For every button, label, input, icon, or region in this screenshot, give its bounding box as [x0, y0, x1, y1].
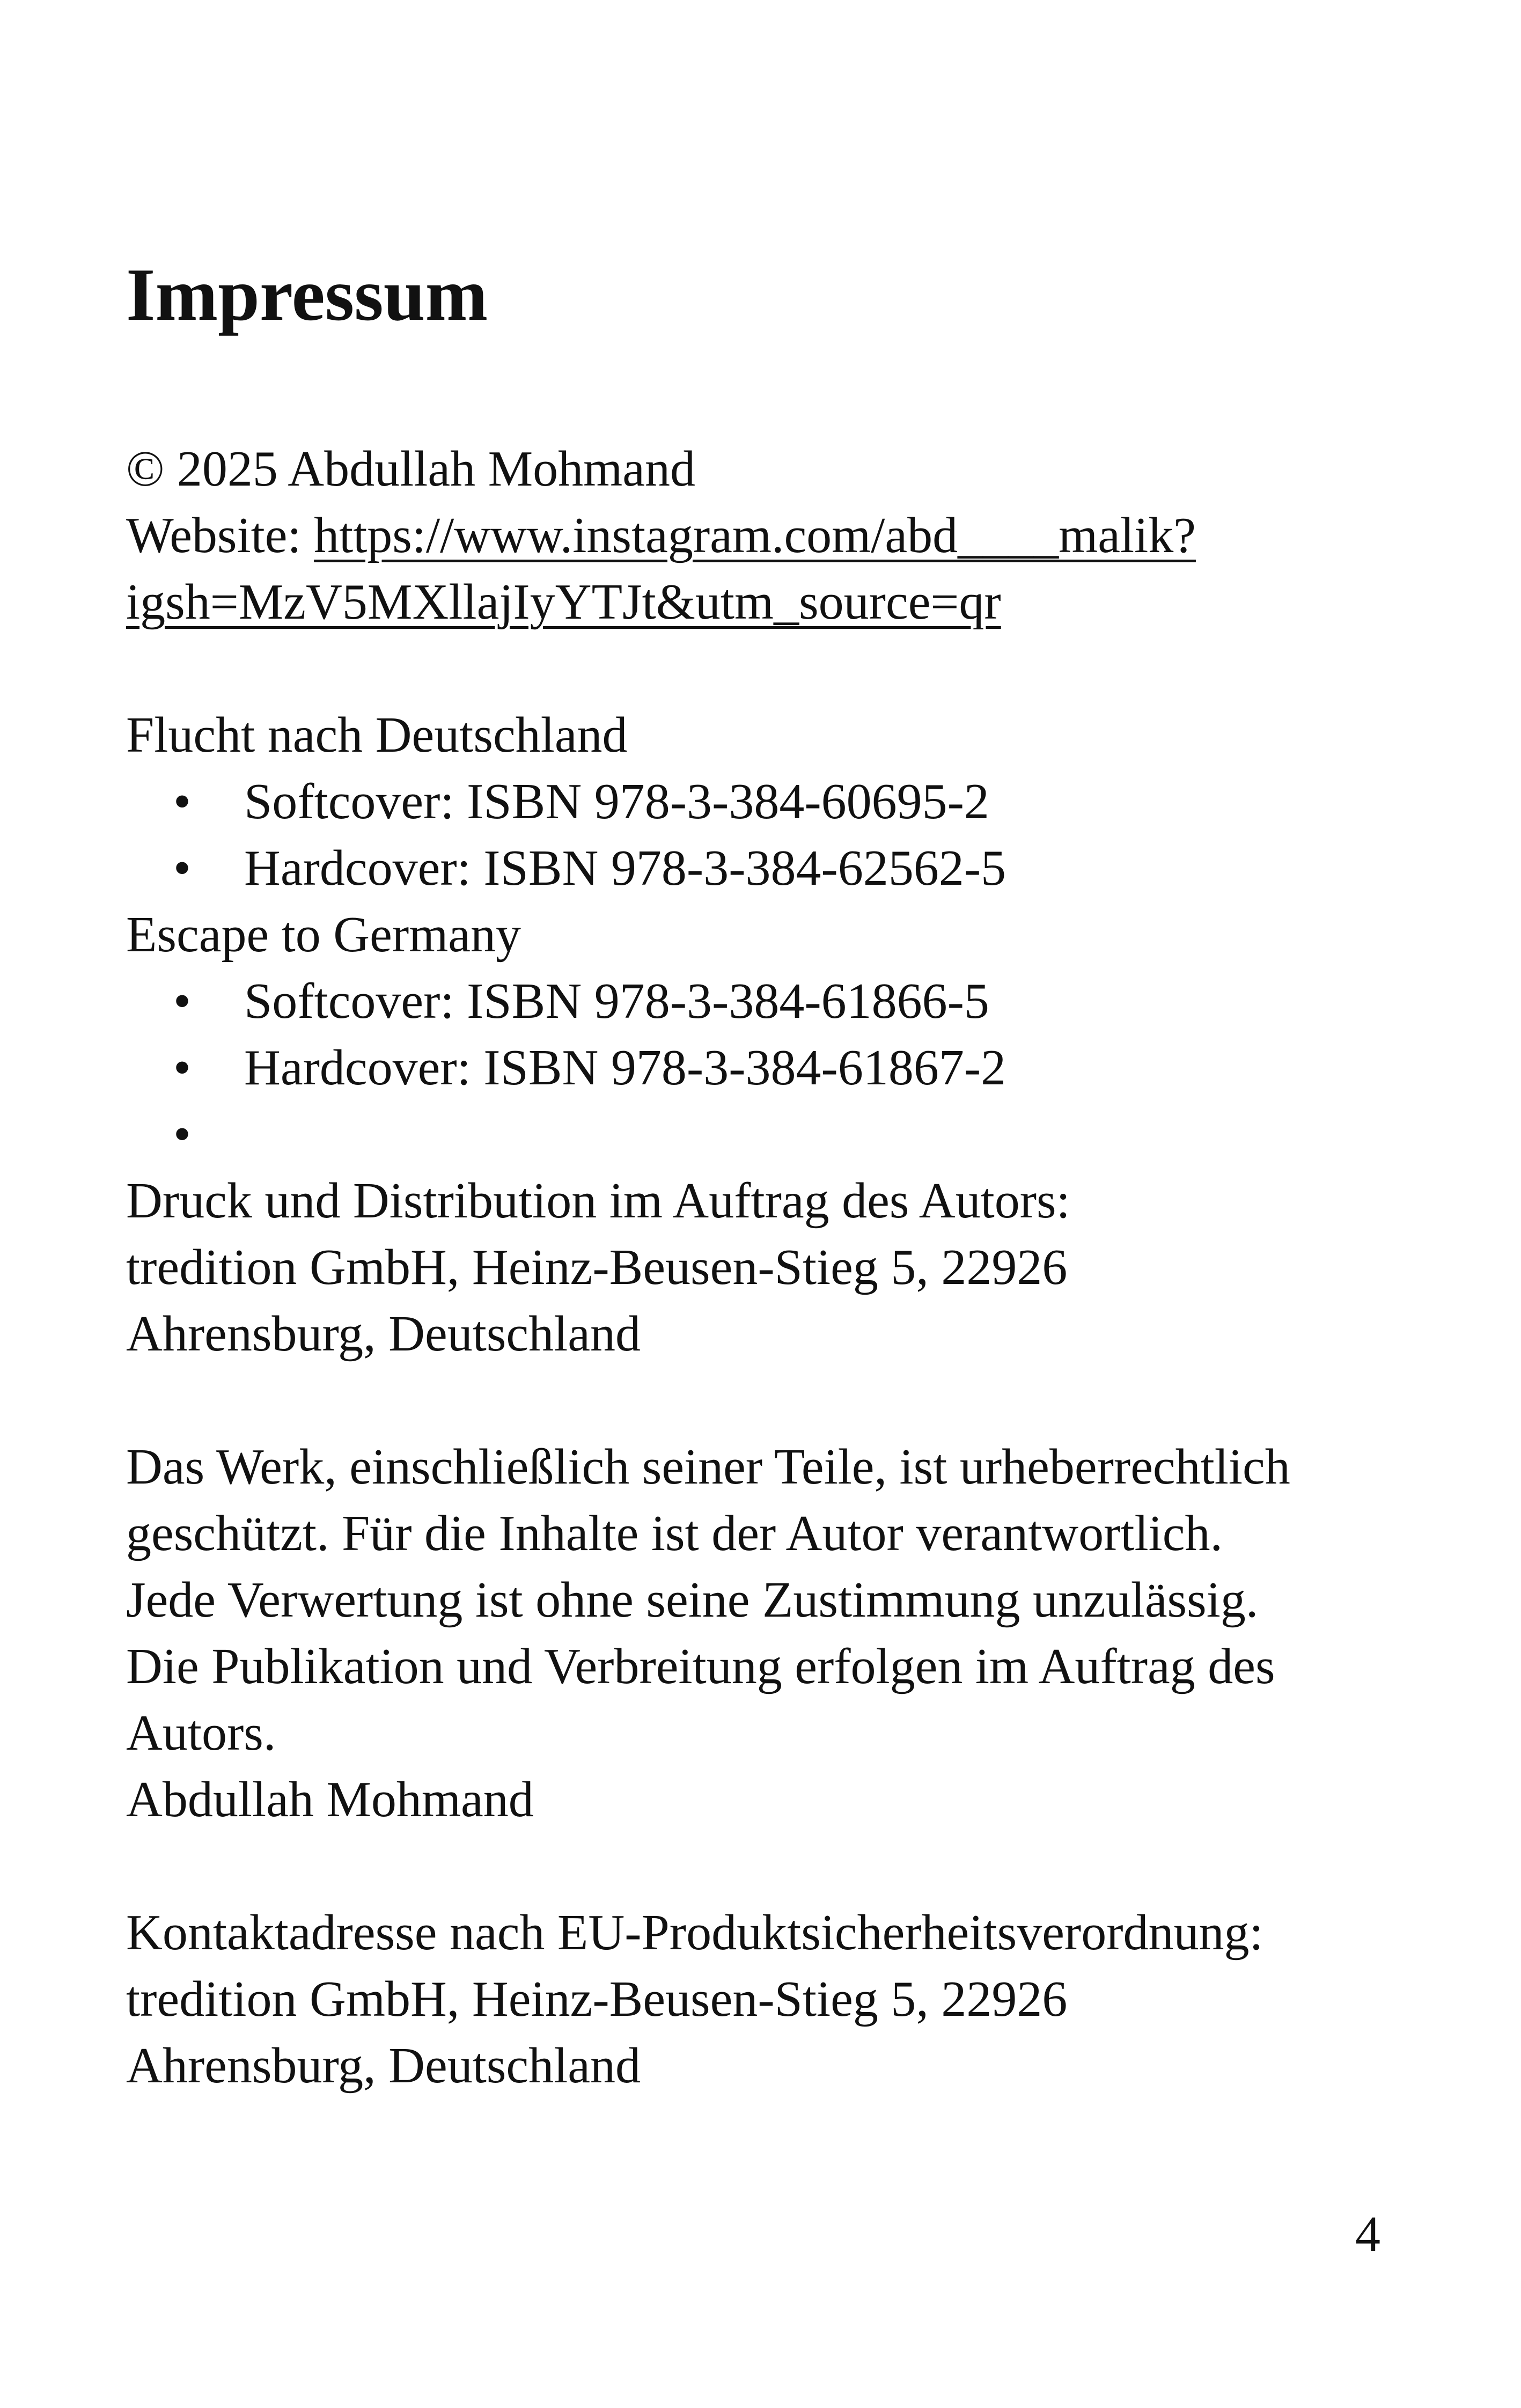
website-line: [126, 502, 1290, 569]
bullet-icon: •: [173, 774, 191, 829]
list-item: [126, 968, 1290, 1034]
notice-line: Die Publikation und Verbreitung erfolgen im Auftrag des: [126, 1639, 1275, 1694]
printing-line: tredition GmbH, Heinz-Beusen-Stieg 5, 22926: [126, 1239, 1068, 1295]
printing-line: Ahrensburg, Deutschland: [126, 1306, 641, 1362]
impressum-body: [126, 436, 1290, 2099]
book-title-en: Escape to Germany: [126, 907, 521, 963]
list-item: [126, 768, 1290, 835]
list-item: [126, 1034, 1290, 1101]
page-number: 4: [1355, 2206, 1380, 2262]
spacer: [126, 635, 1290, 702]
author-name: Abdullah Mohmand: [126, 1772, 534, 1827]
website-link-part-1[interactable]: https://www.instagram.com/abd____malik?: [314, 508, 1196, 563]
printing-line: Druck und Distribution im Auftrag des Autors:: [126, 1173, 1070, 1229]
website-label: Website:: [126, 508, 314, 563]
spacer: [126, 1367, 1290, 1434]
book-title-de: Flucht nach Deutschland: [126, 707, 628, 763]
website-link-part-2[interactable]: igsh=MzV5MXllajIyYTJt&utm_source=qr: [126, 574, 1001, 630]
copyright-line: © 2025 Abdullah Mohmand: [126, 441, 695, 497]
notice-line: Autors.: [126, 1705, 276, 1761]
contact-line: Kontaktadresse nach EU-Produktsicherheitsverordnung:: [126, 1905, 1263, 1961]
notice-line: Das Werk, einschließlich seiner Teile, ist urheberrechtlich: [126, 1439, 1290, 1495]
notice-line: Jede Verwertung ist ohne seine Zustimmung unzulässig.: [126, 1572, 1259, 1628]
list-item: [126, 1101, 1290, 1168]
bullet-icon: •: [173, 840, 191, 896]
contact-line: Ahrensburg, Deutschland: [126, 2038, 641, 2094]
edition-text: Softcover: ISBN 978-3-384-61866-5: [244, 973, 989, 1029]
website-line-2: [126, 569, 1290, 635]
bullet-icon: •: [173, 1040, 191, 1096]
edition-text: Softcover: ISBN 978-3-384-60695-2: [244, 774, 989, 829]
notice-line: geschützt. Für die Inhalte ist der Autor verantwortlich.: [126, 1506, 1223, 1561]
page-title: Impressum: [126, 253, 488, 336]
list-item: [126, 835, 1290, 901]
spacer: [126, 1833, 1290, 1899]
edition-text: Hardcover: ISBN 978-3-384-62562-5: [244, 840, 1006, 896]
bullet-icon: •: [173, 973, 191, 1029]
bullet-icon: •: [173, 1106, 191, 1162]
contact-line: tredition GmbH, Heinz-Beusen-Stieg 5, 22926: [126, 1971, 1068, 2027]
edition-text: Hardcover: ISBN 978-3-384-61867-2: [244, 1040, 1006, 1096]
